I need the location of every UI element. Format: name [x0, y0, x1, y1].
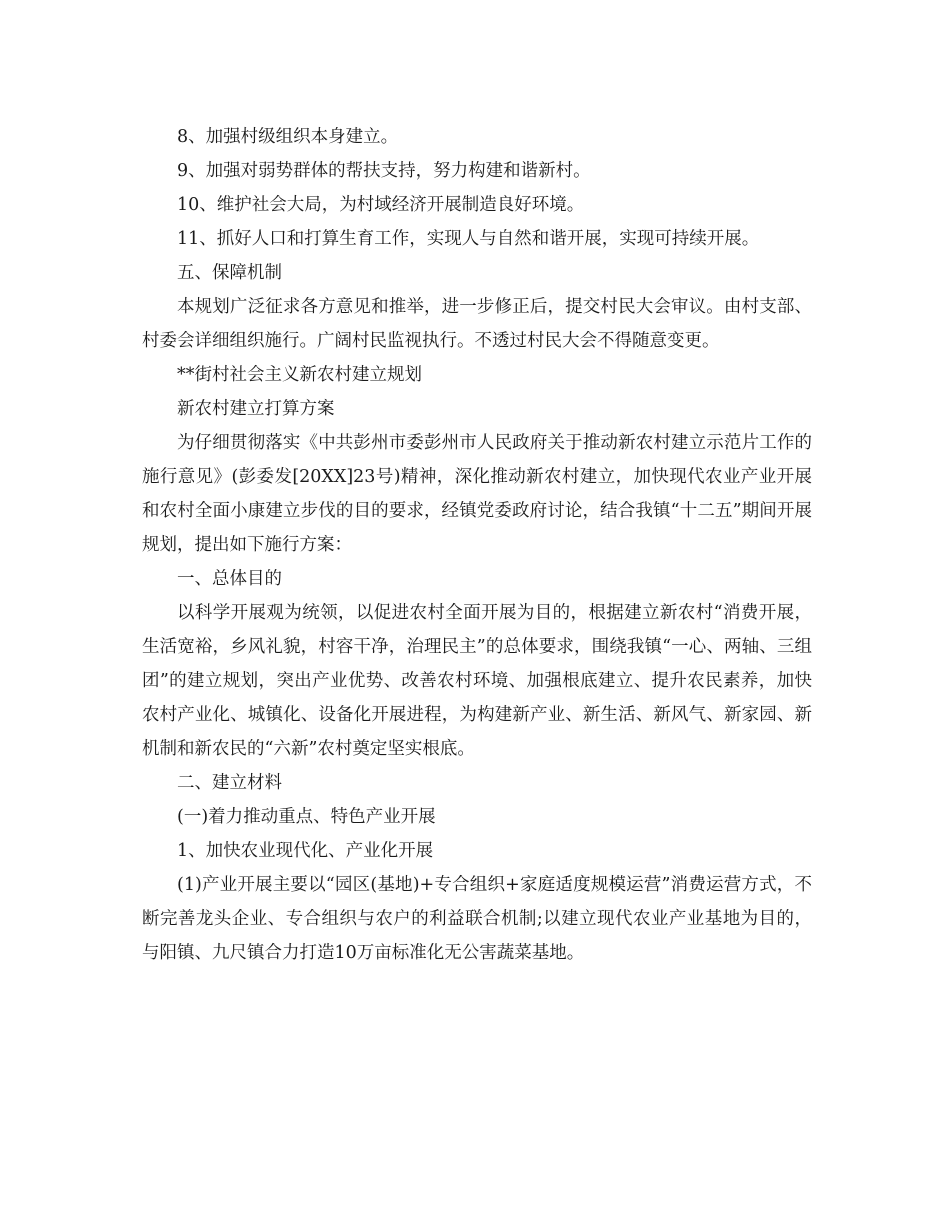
paragraph-industry-body: (1)产业开展主要以“园区(基地)+专合组织+家庭适度规模运营”消费运营方式，不断完善龙头企业、专合组织与农户的利益联合机制;以建立现代农业产业基地为目的，与阳镇、九尺镇合力打造10万亩标准化无公害蔬菜基地。 — [142, 875, 812, 963]
paragraph-guarantee-body: 本规划广泛征求各方意见和推举，进一步修正后，提交村民大会审议。由村支部、村委会详细组织施行。广阔村民监视执行。不透过村民大会不得随意变更。 — [142, 297, 812, 351]
section-heading-guarantee: 五、保障机制 — [177, 263, 282, 283]
paragraph-item-10: 10、维护社会大局，为村域经济开展制造良好环境。 — [177, 195, 585, 215]
section-heading-materials: 二、建立材料 — [177, 773, 282, 793]
paragraph-item-9: 9、加强对弱势群体的帮扶支持，努力构建和谐新村。 — [177, 161, 591, 181]
paragraph-goal-body: 以科学开展观为统领，以促进农村全面开展为目的，根据建立新农村“消费开展，生活宽裕，乡风礼貌，村容干净，治理民主”的总体要求，围绕我镇“一心、两轴、三组团”的建立规划，突出产业优势、改善农村环境、加强根底建立、提升农民素养，加快农村产业化、城镇化、设备化开展进程，为构建新产业、新生活、新风气、新家园、新机制和新农民的“六新”农村奠定坚实根底。 — [142, 603, 812, 759]
subsection-heading-modernization: 1、加快农业现代化、产业化开展 — [177, 841, 434, 861]
document-title: **街村社会主义新农村建立规划 — [177, 365, 422, 385]
document-body — [142, 120, 812, 970]
subsection-heading-industry: (一)着力推动重点、特色产业开展 — [177, 807, 436, 827]
paragraph-item-8: 8、加强村级组织本身建立。 — [177, 127, 399, 147]
paragraph-item-11: 11、抓好人口和打算生育工作，实现人与自然和谐开展，实现可持续开展。 — [177, 229, 760, 249]
section-heading-goal: 一、总体目的 — [177, 569, 282, 589]
document-subtitle: 新农村建立打算方案 — [177, 399, 335, 419]
paragraph-intro: 为仔细贯彻落实《中共彭州市委彭州市人民政府关于推动新农村建立示范片工作的施行意见》(彭委发[20XX]23号)精神，深化推动新农村建立，加快现代农业产业开展和农村全面小康建立步伐的目的要求，经镇党委政府讨论，结合我镇“十二五”期间开展规划，提出如下施行方案： — [142, 433, 812, 555]
